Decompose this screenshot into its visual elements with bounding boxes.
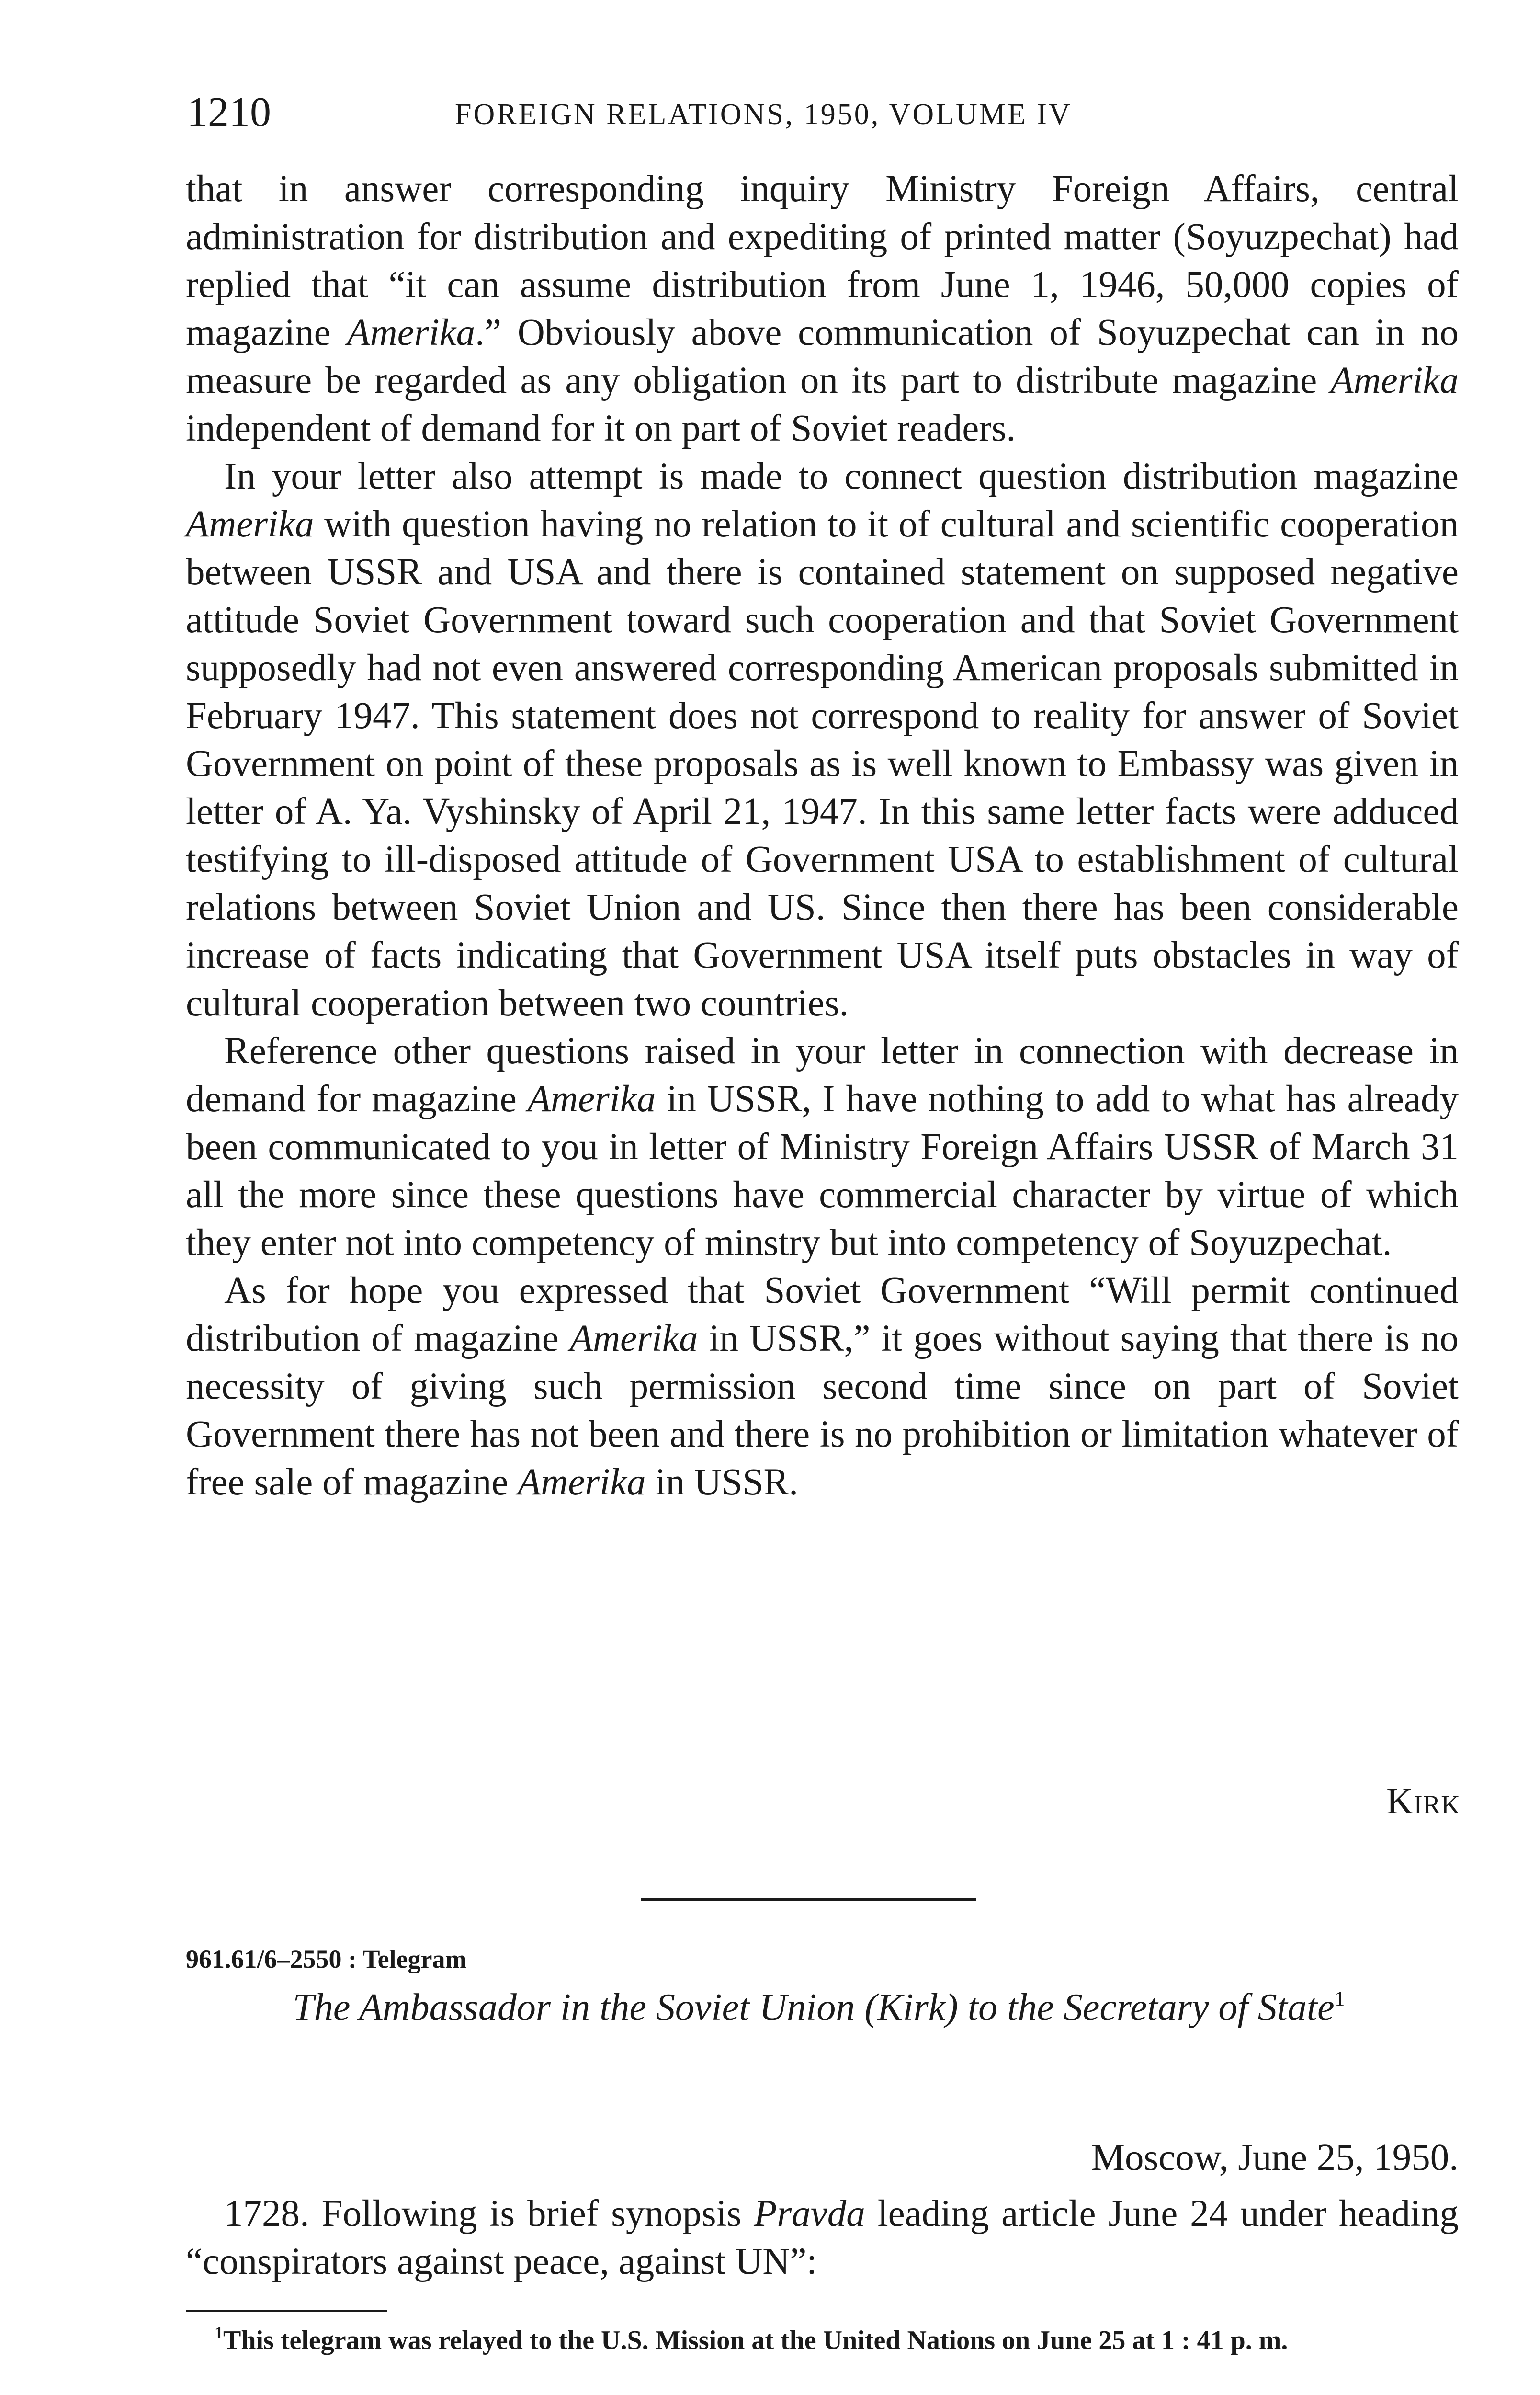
footnote-reference: 1	[1334, 1987, 1345, 2010]
newspaper-title: Pravda	[754, 2193, 865, 2235]
magazine-title: Amerika	[518, 1461, 646, 1503]
running-title: FOREIGN RELATIONS, 1950, VOLUME IV	[455, 98, 1072, 131]
footnote-text: This telegram was relayed to the U.S. Mission at the United Nations on June 25 at 1 : 41 p. m.	[223, 2326, 1288, 2355]
running-head	[187, 86, 1461, 139]
signature: Kirk	[1386, 1780, 1461, 1822]
letter-body	[186, 165, 1459, 1506]
letter-paragraph-1: that in answer corresponding inquiry Ministry Foreign Affairs, central administration for distribution and expediting of printed matter (Soyuzpechat) had replied that “it can assume distribution from June 1, 1946, 50,000 copies of magazine Amerika.” Obviously above communication of Soyuzpechat can in no measure be regarded as any obligation on its part to distribute magazine Amerika independent of demand for it on part of Soviet readers.	[186, 168, 1459, 449]
letter-paragraph-4: As for hope you expressed that Soviet Government “Will permit continued distribution of magazine Amerika in USSR,” it goes without saying that there is no necessity of giving such permission second time since on part of Soviet Government there has not been and there is no prohibition or limitation whatever of free sale of magazine Amerika in USSR.	[186, 1270, 1459, 1503]
letter-paragraph-2: In your letter also attempt is made to connect question distribution magazine Amerika with question having no relation to it of cultural and scientific cooperation between USSR and USA and there is contained statement on supposed negative attitude Soviet Government toward such cooperation and that Soviet Government supposedly had not even answered corresponding American proposals submitted in February 1947. This statement does not correspond to reality for answer of Soviet Government on point of these proposals as is well known to Embassy was given in letter of A. Ya. Vyshinsky of April 21, 1947. In this same letter facts were adduced testifying to ill-disposed attitude of Government USA to establishment of cultural relations between Soviet Union and US. Since then there has been considerable increase of facts indicating that Government USA itself puts obstacles in way of cultural cooperation between two countries.	[186, 456, 1459, 1024]
page-number: 1210	[187, 89, 271, 136]
footnote	[186, 2323, 1459, 2358]
magazine-title: Amerika	[347, 312, 476, 354]
magazine-title: Amerika	[1330, 360, 1459, 401]
magazine-title: Amerika	[186, 503, 314, 545]
footnote-rule	[186, 2310, 387, 2312]
magazine-title: Amerika	[527, 1078, 656, 1120]
section-divider	[641, 1898, 976, 1901]
letter-paragraph-3: Reference other questions raised in your letter in connection with decrease in demand for magazine Amerika in USSR, I have nothing to add to what has already been communicated to you in letter of Ministry Foreign Affairs USSR of March 31 all the more since these questions have commercial character by virtue of which they enter not into competency of minstry but into competency of Soyuzpechat.	[186, 1030, 1459, 1264]
dateline: Moscow, June 25, 1950.	[1091, 2137, 1459, 2178]
document-subject: The Ambassador in the Soviet Union (Kirk) to the Secretary of State$^1$	[293, 1986, 1345, 2029]
file-reference: 961.61/6–2550 : Telegram	[186, 1945, 467, 1973]
footnote-mark: 1	[215, 2323, 223, 2342]
telegram-body	[186, 2190, 1459, 2286]
telegram-paragraph: 1728. Following is brief synopsis Pravda leading article June 24 under heading “conspirators against peace, against UN”:	[186, 2193, 1459, 2282]
magazine-title: Amerika	[569, 1318, 698, 1359]
